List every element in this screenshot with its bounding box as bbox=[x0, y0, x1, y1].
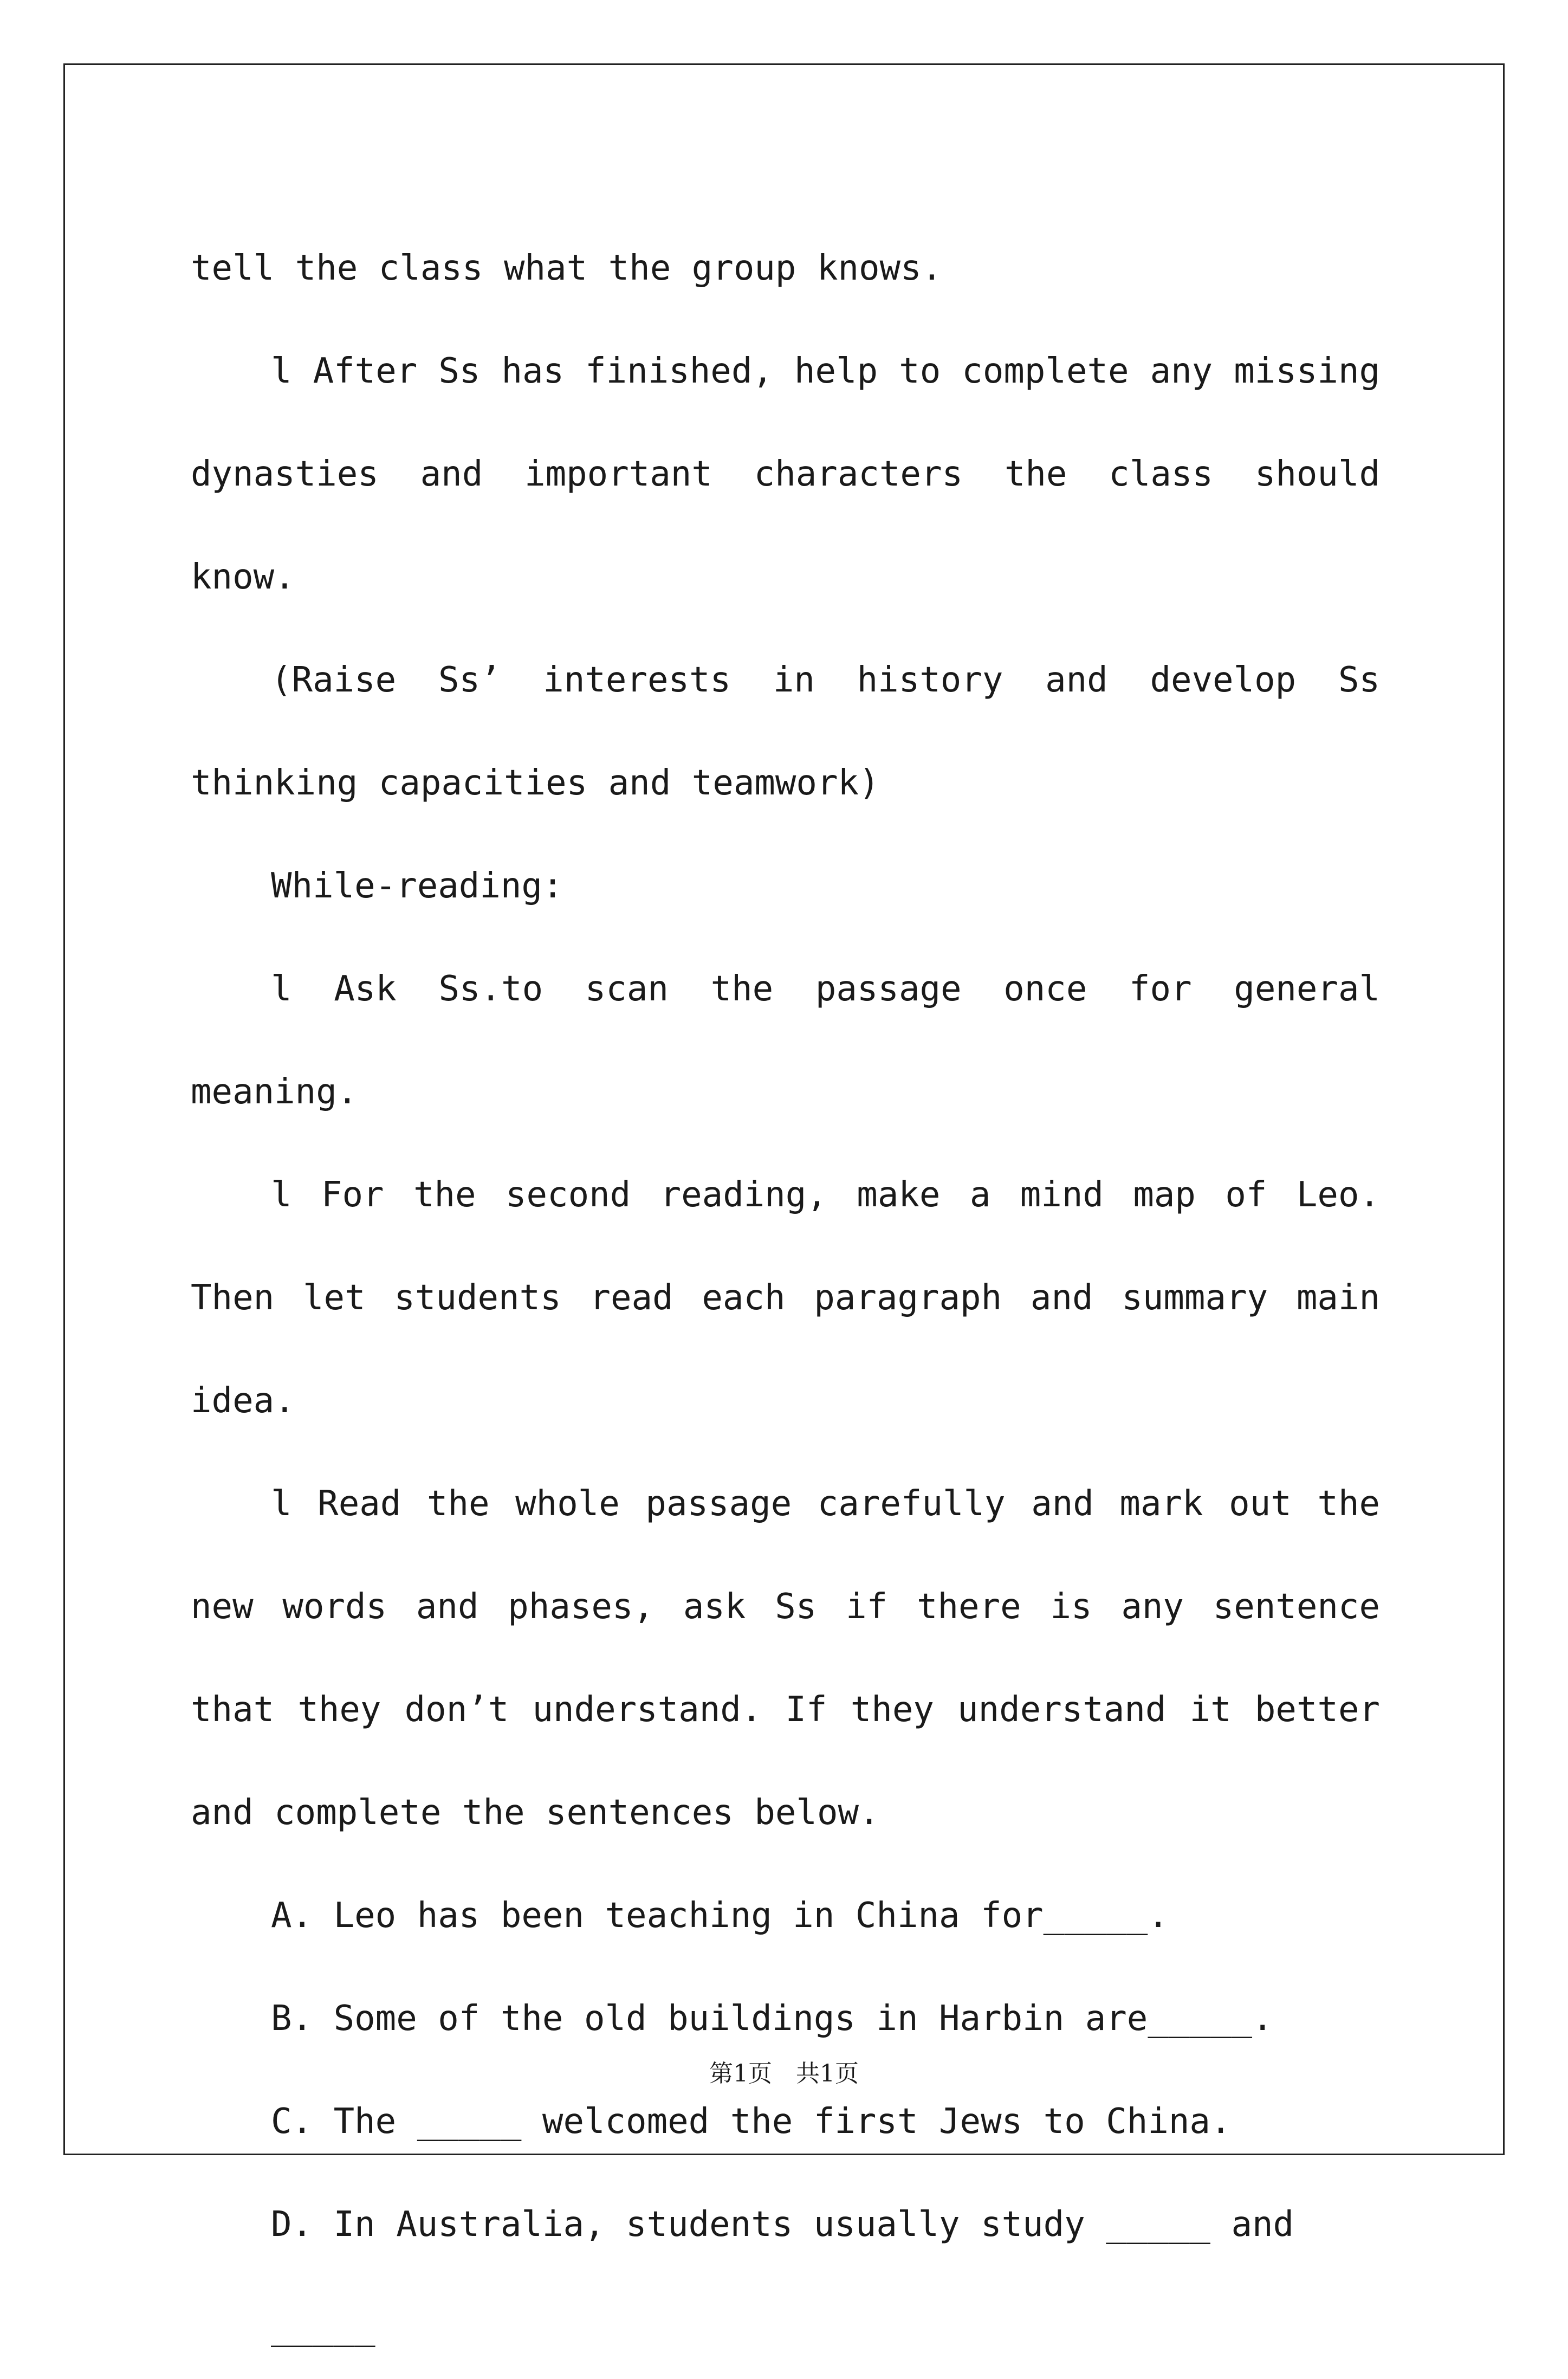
paragraph: l Ask Ss.to scan the passage once for general meaning. bbox=[191, 969, 1401, 1112]
paragraph: l For the second reading, make a mind map of Leo. Then let students read each paragraph and summary main idea. bbox=[191, 1175, 1401, 1421]
paragraph: l After Ss has finished, help to complete any missing dynasties and important characters the class should know. bbox=[191, 351, 1401, 597]
section-heading: While-reading: bbox=[271, 866, 563, 906]
paragraph: tell the class what the group knows. bbox=[191, 248, 943, 288]
page-footer: 第1页 共1页 bbox=[709, 2060, 859, 2087]
fill-in-item-b: B. Some of the old buildings in Harbin are_____. bbox=[271, 1999, 1273, 2039]
paragraph: (Raise Ss’ interests in history and develop Ss thinking capacities and teamwork) bbox=[191, 660, 1401, 803]
fill-in-item-d: D. In Australia, students usually study _____ and _____ bbox=[271, 2205, 1315, 2348]
fill-in-item-a: A. Leo has been teaching in China for_____. bbox=[271, 1896, 1169, 1936]
paragraph: l Read the whole passage carefully and mark out the new words and phases, ask Ss if there is any sentence that they don’t understand. If they understand it better and complete the sentences below. bbox=[191, 1484, 1401, 1833]
fill-in-item-c: C. The _____ welcomed the first Jews to China. bbox=[271, 2102, 1232, 2142]
